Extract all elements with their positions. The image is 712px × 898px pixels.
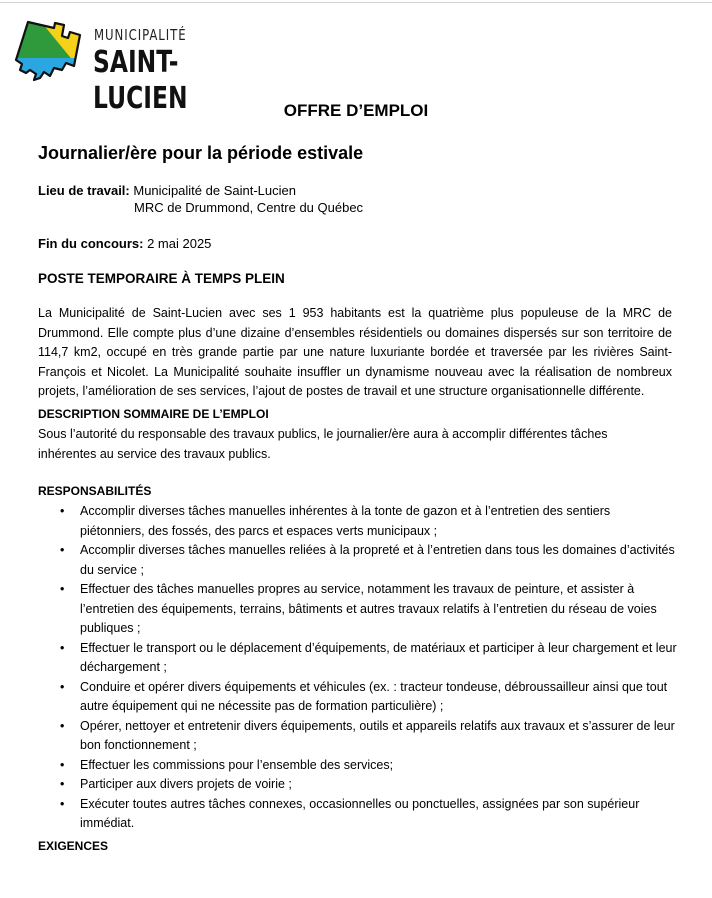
- municipality-logo: [14, 18, 276, 116]
- list-item-text: Accomplir diverses tâches manuelles inhérentes à la tonte de gazon et à l’entretien des sentiers piétonniers, des fossés, des parcs et espaces verts municipaux ;: [80, 504, 611, 538]
- puzzle-piece-logo-icon: [14, 18, 84, 84]
- bullet-icon: •: [60, 679, 65, 694]
- contest-end-value: 2 mai 2025: [147, 236, 212, 251]
- logo-municipalite-text: MUNICIPALITÉ: [94, 26, 187, 44]
- list-item-text: Conduire et opérer divers équipements et véhicules (ex. : tracteur tondeuse, débroussailleur ainsi que tout autre équipement qui ne nécessite pas de formation particulière) ;: [80, 679, 668, 713]
- work-location-line2: MRC de Drummond, Centre du Québec: [134, 200, 364, 215]
- intro-paragraph: La Municipalité de Saint-Lucien avec ses 1 953 habitants est la quatrième plus populeuse de la MRC de Drummond. Elle compte plus d’une dizaine d’ensembles résidentiels ou domaines dispersés sur son territoire de 114,7 km2, occupé en très grande partie par une nature luxuriante bordée et traversée par les rivières Saint-François et Nicolet. La Municipalité souhaite insuffler un dynamisme nouveau avec la réalisation de nombreux projets, l’amélioration de ses services, l’ajout de postes de travail et une structure organisationnelle différente.: [38, 306, 672, 398]
- list-item-text: Participer aux divers projets de voirie ;: [80, 777, 292, 791]
- list-item: [38, 502, 678, 541]
- bullet-icon: •: [60, 640, 65, 655]
- contest-end-label: Fin du concours:: [38, 236, 144, 251]
- contest-end-field: [38, 235, 211, 252]
- list-item: [38, 541, 678, 580]
- list-item-text: Effectuer les commissions pour l’ensemble des services;: [80, 757, 394, 772]
- work-location-label: Lieu de travail:: [38, 183, 130, 198]
- list-item: [38, 717, 678, 756]
- bullet-icon: •: [60, 582, 65, 596]
- list-item: [38, 756, 678, 776]
- work-location-line1: Municipalité de Saint-Lucien: [133, 183, 296, 198]
- bullet-icon: •: [60, 504, 65, 518]
- list-item-text: Opérer, nettoyer et entretenir divers équipements, outils et appareils relatifs aux travaux et s’assurer de leur bon fonctionnement ;: [80, 718, 675, 752]
- description-heading: DESCRIPTION SOMMAIRE DE L’EMPLOI: [38, 407, 269, 421]
- job-title: Journalier/ère pour la période estivale: [38, 143, 364, 163]
- bullet-icon: •: [60, 757, 65, 772]
- list-item: [38, 678, 678, 717]
- list-item-text: Accomplir diverses tâches manuelles reliées à la propreté et à l’entretien dans tous les domaines d’activités du service ;: [80, 543, 675, 577]
- position-type-heading: POSTE TEMPORAIRE À TEMPS PLEIN: [38, 271, 285, 286]
- bullet-icon: •: [60, 543, 65, 557]
- responsibilities-heading: RESPONSABILITÉS: [38, 484, 152, 498]
- list-item: [38, 775, 678, 795]
- responsibilities-list: [38, 502, 678, 834]
- list-item: [38, 580, 678, 639]
- logo-saint-lucien-text: SAINT-LUCIEN: [93, 45, 188, 116]
- requirements-heading: EXIGENCES: [38, 839, 109, 853]
- list-item: [38, 639, 678, 678]
- list-item-text: Exécuter toutes autres tâches connexes, occasionnelles ou ponctuelles, assignées par son supérieur immédiat.: [80, 796, 640, 830]
- page-top-border: [0, 2, 712, 3]
- bullet-icon: •: [60, 718, 65, 733]
- bullet-icon: •: [60, 777, 65, 791]
- list-item: [38, 795, 678, 834]
- list-item-text: Effectuer le transport ou le déplacement d’équipements, de matériaux et participer à leur chargement et leur déchargement ;: [80, 640, 677, 674]
- bullet-icon: •: [60, 796, 65, 811]
- description-text: Sous l’autorité du responsable des travaux publics, le journalier/ère aura à accomplir différentes tâches inhérentes au service des travaux publics.: [38, 427, 608, 461]
- page-title: OFFRE D’EMPLOI: [283, 101, 429, 120]
- list-item-text: Effectuer des tâches manuelles propres au service, notamment les travaux de peinture, et assister à l’entretien des équipements, terrains, bâtiments et autres travaux relatifs à l’entretien du réseau de voies publiques ;: [80, 582, 657, 635]
- work-location-field: [38, 182, 296, 199]
